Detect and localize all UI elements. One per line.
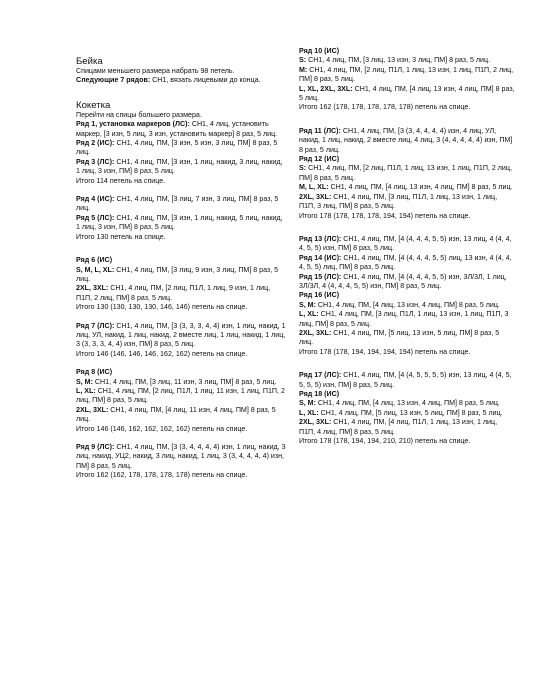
row-label: Ряд 7 (ЛС): (76, 321, 115, 330)
row-label: Ряд 4 (ИС): (76, 195, 115, 204)
row-total: Итого 130 (130, 130, 130, 146, 146) петель на спице. (76, 303, 248, 312)
size-line (76, 387, 286, 406)
row-17 (299, 371, 515, 390)
row-text: СН1, 4 лиц, ПМ, [3 изн, 1 лиц, накид, 3 лиц, накид, 1 лиц, 3 изн, ПМ] 8 раз, 5 лиц. (76, 157, 283, 176)
size-label: L, XL: (76, 386, 96, 395)
row-label: Ряд 10 (ИС) (299, 47, 340, 55)
row-text: СН1, 4 лиц, ПМ, [4 (4, 4, 4, 5, 5) лиц, 13 изн, 4 (4, 4, 4, 5, 5) лиц, ПМ] 8 раз, 5 лиц. (299, 253, 512, 272)
size-label: S, M: (299, 300, 316, 309)
paragraph (76, 76, 286, 85)
row-text: СН1, 4 лиц, установить маркер, [3 изн, 5 лиц, 3 изн, установить маркер] 8 раз, 5 лиц. (76, 120, 278, 138)
row-11 (299, 127, 515, 155)
row-total: Итого 178 (178, 178, 178, 194, 194) петель на спице. (299, 211, 471, 220)
row-text: СН1, 4 лиц, ПМ, [4 лиц, 13 изн, 4 лиц, ПМ] 8 раз, 5 лиц. (328, 183, 513, 192)
row-label: Ряд 8 (ИС) (76, 368, 113, 377)
left-column (76, 56, 286, 481)
row-label: Ряд 5 (ЛС): (76, 213, 115, 222)
row-label: Ряд 2 (ИС): (76, 139, 115, 148)
size-line (299, 418, 515, 437)
size-line (299, 301, 515, 310)
row-text: СН1, 4 лиц, ПМ, [2 лиц, П1Л, 1 лиц, 13 изн, 1 лиц, П1П, 2 лиц, ПМ] 8 раз, 5 лиц. (299, 65, 514, 84)
row-text: СН1, 4 лиц, ПМ, [4 (4, 5, 5, 5, 5) изн, 13 лиц, 4 (4, 5, 5, 5, 5) изн, ПМ] 8 раз, 5 лиц. (299, 371, 512, 389)
size-label: S, M: (299, 399, 316, 408)
row-4 (76, 195, 286, 214)
row-14 (299, 254, 515, 273)
row-text: СН1, 4 лиц, ПМ, [3 лиц, П1Л, 1 лиц, 13 изн, 1 лиц, П1П, 3 лиц, ПМ] 8 раз, 5 лиц. (299, 192, 498, 211)
row-6-title (76, 256, 286, 265)
paragraph (76, 67, 286, 76)
row-label: Ряд 12 (ИС) (299, 155, 340, 164)
size-line (76, 378, 286, 387)
row-3 (76, 158, 286, 177)
section-title-koketka: Кокетка (76, 99, 111, 111)
row-16-title (299, 291, 515, 300)
size-label: L, XL, 2XL, 3XL: (299, 84, 353, 93)
size-line (299, 399, 515, 408)
row-total: Итого 178 (178, 194, 194, 210, 210) петель на спице. (299, 437, 471, 446)
row-1 (76, 120, 286, 139)
size-label: S: (299, 56, 307, 65)
row-total: Итого 114 петель на спице. (76, 176, 166, 185)
text: Перейти на спицы большего размера. (76, 110, 202, 119)
row-label: Ряд 9 (ЛС): (76, 443, 115, 451)
row-text: СН1, 4 лиц, ПМ, [3 (3, 4, 4, 4, 4) изн, 4 лиц, УЛ, накид, 1 лиц, накид, 2 вместе лиц, 4 лиц, 3 (4, 4, 4, 4, 4) изн, ПМ] 8 раз, 5 лиц. (299, 126, 513, 154)
size-label: L, XL: (299, 408, 319, 417)
row-label: Ряд 14 (ИС): (299, 253, 342, 262)
row-label: Ряд 1, установка маркеров (ЛС): (76, 120, 190, 129)
row-7 (76, 322, 286, 350)
size-line (299, 85, 515, 104)
size-line (299, 409, 515, 418)
row-text: СН1, 4 лиц, ПМ, [3 лиц, П1Л, 1 лиц, 13 изн, 1 лиц, П1П, 3 лиц, ПМ] 8 раз, 5 лиц. (299, 310, 509, 328)
text: СН1, вязать лицевыми до конца. (150, 76, 261, 85)
row-text: СН1, 4 лиц, ПМ, [4 (4, 4, 4, 5, 5) изн, 13 лиц, 4 (4, 4, 4, 5, 5) изн, ПМ] 8 раз, 5 лиц. (299, 234, 512, 253)
row-12-title (299, 155, 515, 164)
row-total: Итого 178 (178, 194, 194, 194, 194) петель на спице. (299, 347, 471, 356)
size-line (299, 310, 515, 329)
row-text: СН1, 4 лиц, ПМ, [4 лиц, 11 изн, 4 лиц, ПМ] 8 раз, 5 лиц. (76, 405, 276, 424)
size-label: 2XL, 3XL: (299, 192, 332, 201)
row-total: Итого 146 (146, 146, 146, 162, 162) петель на спице. (76, 349, 248, 358)
row-8-title (76, 368, 286, 377)
size-line (76, 284, 286, 303)
row-text: СН1, 4 лиц, ПМ, [4 лиц, 13 изн, 4 лиц, ПМ] 8 раз, 5 лиц. (315, 399, 500, 408)
row-text: СН1, 4 лиц, ПМ, [2 лиц, П1Л, 1 лиц, 11 изн, 1 лиц, П1П, 2 лиц, ПМ] 8 раз, 5 лиц. (76, 386, 285, 405)
row-text: СН1, 4 лиц, ПМ, [5 лиц, 13 изн, 5 лиц, ПМ] 8 раз, 5 лиц. (299, 328, 500, 347)
row-label: Ряд 16 (ИС) (299, 291, 340, 300)
size-label: S, M: (76, 377, 93, 386)
row-13 (299, 235, 515, 254)
row-text: СН1, 4 лиц, ПМ, [3 (3, 4, 4, 4, 4) изн, 1 лиц, накид, 3 лиц, накид, УЦ2, накид, 3 лиц, накид, 1 лиц, 3 (3, 4, 4, 4, 4) изн, ПМ] 8 раз, 5 лиц. (76, 443, 286, 470)
row-label: Ряд 15 (ЛС): (299, 272, 342, 281)
paragraph (76, 111, 286, 120)
row-text: СН1, 4 лиц, ПМ, [3 (3, 3, 3, 4, 4) изн, 1 лиц, накид, 1 лиц, УЛ, накид, 1 лиц, накид, 2 вместе лиц, 1 лиц, накид, 1 лиц, 3 (3, 3, 3, 4, 4) изн, ПМ] 8 раз, 5 лиц. (76, 321, 286, 349)
row-label: Ряд 13 (ЛС): (299, 234, 342, 243)
size-line (76, 406, 286, 425)
size-label: 2XL, 3XL: (76, 405, 109, 414)
row-total: Итого 146 (146, 162, 162, 162, 162) петель на спице. (76, 424, 248, 433)
row-text: СН1, 4 лиц, ПМ, [2 лиц, П1Л, 1 лиц, 9 изн, 1 лиц, П1П, 2 лиц, ПМ] 8 раз, 5 лиц. (76, 284, 271, 302)
size-line (76, 266, 286, 285)
size-line (299, 66, 515, 85)
row-label: Ряд 6 (ИС) (76, 256, 113, 265)
row-9 (76, 443, 286, 471)
size-label: M, L, XL: (299, 183, 329, 192)
row-total: Итого 162 (162, 178, 178, 178, 178) петель на спице. (76, 471, 248, 480)
row-text: СН1, 4 лиц, ПМ, [3 лиц, 13 изн, 3 лиц, ПМ] 8 раз, 5 лиц. (306, 56, 491, 65)
row-2 (76, 139, 286, 158)
size-label: 2XL, 3XL: (76, 284, 109, 293)
size-line (299, 56, 515, 65)
row-text: СН1, 4 лиц, ПМ, [4 лиц, 13 изн, 4 лиц, ПМ] 8 раз, 5 лиц. (315, 300, 500, 309)
row-text: СН1, 4 лиц, ПМ, [4 лиц, 13 изн, 4 лиц, ПМ] 8 раз, 5 лиц. (299, 84, 515, 103)
right-column (299, 47, 515, 446)
size-line (299, 193, 515, 212)
row-text: СН1, 4 лиц, ПМ, [3 лиц, 9 изн, 3 лиц, ПМ] 8 раз, 5 лиц. (76, 265, 279, 283)
row-5 (76, 214, 286, 233)
row-18-title (299, 390, 515, 399)
row-total: Итого 130 петель на спице. (76, 232, 166, 241)
row-15 (299, 273, 515, 292)
row-text: СН1, 4 лиц, ПМ, [3 изн, 5 изн, 3 лиц, ПМ] 8 раз, 5 лиц. (76, 139, 278, 157)
size-line (299, 183, 515, 192)
size-label: 2XL, 3XL: (299, 418, 332, 427)
row-text: СН1, 4 лиц, ПМ, [2 лиц, П1Л, 1 лиц, 13 изн, 1 лиц, П1П, 2 лиц, ПМ] 8 раз, 5 лиц. (299, 164, 512, 182)
row-10-title (299, 47, 515, 56)
size-label: 2XL, 3XL: (299, 328, 332, 337)
size-line (299, 164, 515, 183)
row-text: СН1, 4 лиц, ПМ, [3 лиц, 11 изн, 3 лиц, ПМ] 8 раз, 5 лиц. (92, 377, 277, 386)
size-label: M: (299, 65, 308, 74)
bold-label: Следующие 7 рядов: (76, 76, 151, 85)
row-text: СН1, 4 лиц, ПМ, [3 лиц, 7 изн, 3 лиц, ПМ] 8 раз, 5 лиц. (76, 195, 279, 213)
row-text: СН1, 4 лиц, ПМ, [3 изн, 1 лиц, накид, 5 лиц, накид, 1 лиц, 3 изн, ПМ] 8 раз, 5 лиц. (76, 213, 283, 232)
row-label: Ряд 11 (ЛС): (299, 126, 341, 135)
row-total: Итого 162 (178, 178, 178, 178, 178) петель на спице. (299, 103, 471, 112)
row-label: Ряд 3 (ЛС): (76, 157, 115, 166)
row-text: СН1, 4 лиц, ПМ, [5 лиц, 13 изн, 5 лиц, ПМ] 8 раз, 5 лиц. (318, 408, 503, 417)
size-label: S: (299, 164, 307, 173)
row-label: Ряд 18 (ИС) (299, 390, 340, 398)
section-title-beika: Бейка (76, 56, 103, 67)
row-text: СН1, 4 лиц, ПМ, [4 лиц, П1Л, 1 лиц, 13 изн, 1 лиц, П1П, 4 лиц, ПМ] 8 раз, 5 лиц. (299, 418, 498, 436)
text: Спицами меньшего размера набрать 98 петель. (76, 67, 235, 75)
row-label: Ряд 17 (ЛС): (299, 371, 342, 380)
size-label: L, XL: (299, 310, 319, 319)
size-line (299, 329, 515, 348)
size-label: S, M, L, XL: (76, 265, 115, 274)
row-text: СН1, 4 лиц, ПМ, [4 (4, 4, 4, 5, 5) изн, 3Л/3Л, 1 лиц, 3Л/3Л, 4 (4, 4, 4, 5, 5) изн, ПМ] 8 раз, 5 лиц. (299, 272, 507, 290)
